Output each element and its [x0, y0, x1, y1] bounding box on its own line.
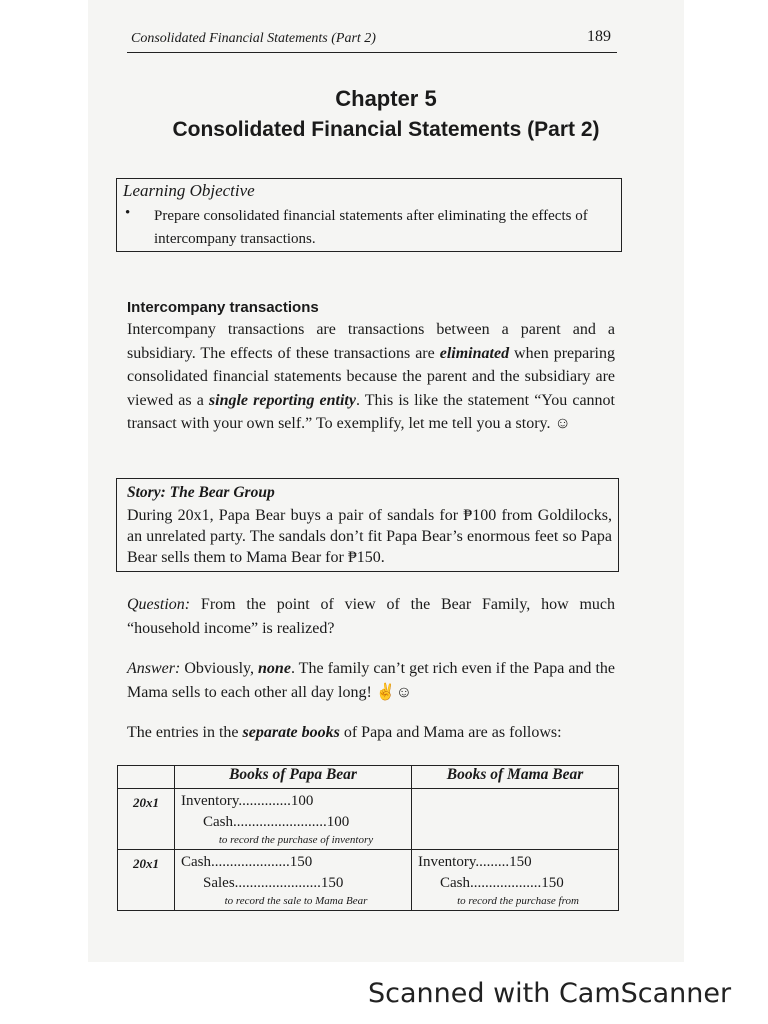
mama-credit-line — [418, 812, 618, 833]
journal-header-row — [118, 766, 619, 789]
running-header — [127, 28, 617, 53]
papa-entry-cell — [175, 789, 412, 850]
year-cell: 20x1 — [118, 850, 175, 911]
intro-text-mid: when preparing consolidated financial statements because the parent and the subsidiary are viewed as a — [127, 344, 615, 409]
intro-text-start: Intercompany transactions are transactions between a parent and a subsidiary. The effects of these transactions are — [127, 321, 615, 362]
learning-objective-box — [116, 178, 622, 252]
intro-emphasis-single-entity: single reporting entity — [208, 391, 356, 409]
bullet-icon: • — [125, 205, 131, 221]
page-number: 189 — [587, 28, 611, 45]
story-title: Story: The Bear Group — [127, 484, 275, 501]
question-text: From the point of view of the Bear Family, how much “household income” is realized? — [127, 596, 615, 637]
entries-intro-paragraph — [127, 721, 615, 745]
answer-emphasis: none — [258, 660, 291, 677]
answer-label: Answer: — [127, 660, 181, 677]
chapter-number: Chapter 5 — [335, 86, 437, 111]
intro-paragraph — [127, 318, 615, 436]
journal-header-papa: Books of Papa Bear — [175, 766, 412, 789]
intro-emphasis-eliminated: eliminated — [439, 344, 510, 362]
entries-intro-emphasis: separate books — [242, 724, 340, 741]
papa-entry-note: to record the purchase of inventory — [218, 834, 374, 846]
year-cell: 20x1 — [118, 789, 175, 850]
table-row — [118, 850, 619, 911]
journal-header-blank — [118, 766, 175, 789]
mama-debit-line: Inventory.........150 — [418, 854, 532, 870]
mama-entry-cell — [412, 850, 619, 911]
answer-paragraph — [127, 657, 615, 704]
answer-text-end: . The family can’t get rich even if the Papa and the Mama sells to each other all day long! ✌☺ — [127, 660, 616, 701]
journal-table — [117, 765, 619, 911]
table-row — [118, 789, 619, 850]
question-paragraph — [127, 593, 615, 640]
entries-intro-start: The entries in the — [127, 724, 243, 741]
papa-entry-note: to record the sale to Mama Bear — [224, 895, 368, 907]
running-title: Consolidated Financial Statements (Part 2) — [131, 31, 376, 46]
story-text: During 20x1, Papa Bear buys a pair of sandals for ₱100 from Goldilocks, an unrelated party. The sandals don’t fit Papa Bear’s enormous feet so Papa Bear sells them to Mama Bear for ₱150. — [127, 507, 612, 566]
chapter-title: Consolidated Financial Statements (Part 2) — [172, 118, 600, 141]
scanner-watermark: Scanned with CamScanner — [368, 978, 732, 1009]
papa-debit-line: Inventory..............100 — [181, 793, 314, 809]
mama-entry-note — [418, 833, 618, 849]
papa-debit-line: Cash.....................150 — [181, 854, 313, 870]
answer-text-start: Obviously, — [180, 660, 259, 677]
mama-entry-note: to record the purchase from — [457, 895, 579, 907]
mama-credit-line: Cash...................150 — [440, 875, 564, 891]
story-box — [116, 478, 619, 572]
section-heading: Intercompany transactions — [127, 299, 319, 316]
journal-header-mama: Books of Mama Bear — [412, 766, 619, 789]
learning-objective-item: Prepare consolidated financial statements after eliminating the effects of intercompany transactions. — [154, 208, 588, 247]
entries-intro-end: of Papa and Mama are as follows: — [339, 724, 562, 741]
papa-credit-line: Cash.........................100 — [203, 814, 350, 830]
intro-text-end: . This is like the statement “You cannot transact with your own self.” To exemplify, let me tell you a story. ☺ — [127, 391, 615, 432]
papa-credit-line: Sales.......................150 — [203, 875, 344, 891]
mama-entry-cell — [412, 789, 619, 850]
papa-entry-cell — [175, 850, 412, 911]
question-label: Question: — [127, 596, 191, 613]
learning-objective-title: Learning Objective — [123, 181, 255, 200]
mama-debit-line — [418, 791, 618, 812]
